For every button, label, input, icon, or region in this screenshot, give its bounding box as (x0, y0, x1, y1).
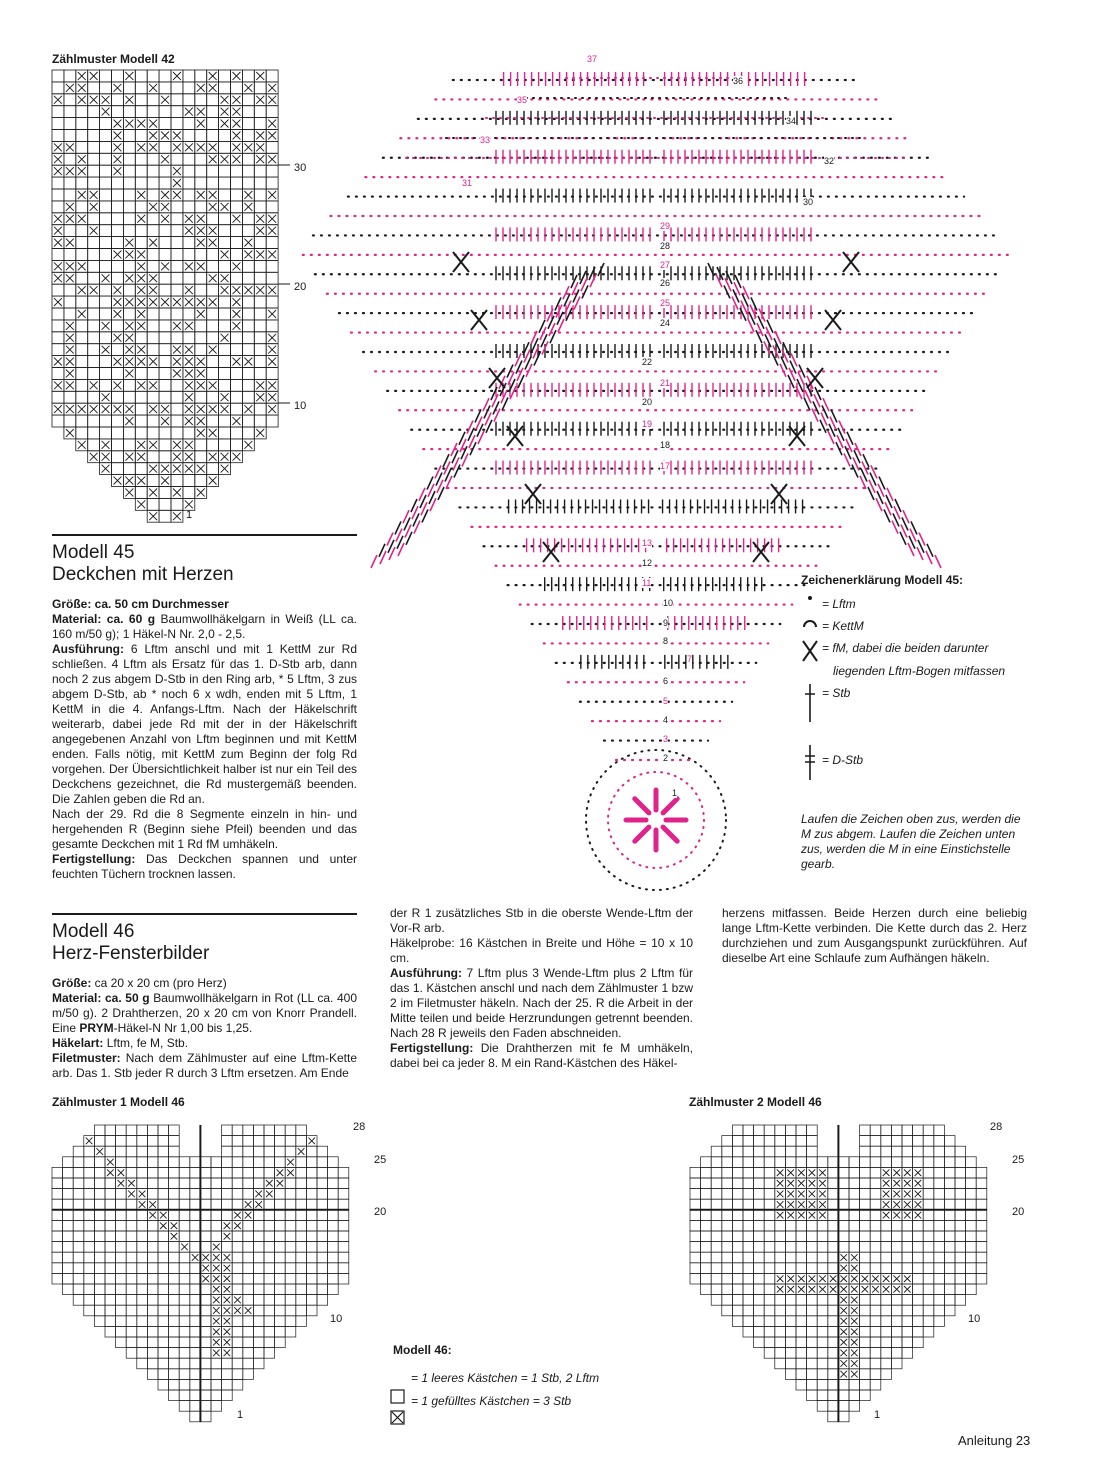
round-number: 19 (642, 419, 653, 429)
heart1-title: Zählmuster 1 Modell 46 (52, 1095, 185, 1109)
round-number: 12 (642, 558, 653, 568)
legend45-note-line: gearb. (801, 857, 836, 871)
heart1-label-10: 10 (330, 1313, 343, 1325)
legend45-item-sc2: liegenden Lftm-Bogen mitfassen (833, 664, 1006, 678)
model45-title: Deckchen mit Herzen (52, 564, 234, 585)
round-number: 4 (663, 715, 669, 725)
round-number: 2 (663, 753, 669, 763)
round-number: 3 (663, 734, 669, 744)
round-number: 17 (660, 461, 671, 471)
model46-material-text2: -Häkel-N Nr 1,00 bis 1,25. (113, 1021, 253, 1035)
round-number: 10 (663, 598, 674, 608)
round-number: 9 (663, 618, 669, 628)
heart2-label-25: 25 (1012, 1154, 1025, 1166)
heart2-label-10: 10 (968, 1313, 981, 1325)
legend46-title: Modell 46: (393, 1343, 452, 1357)
round-number: 6 (663, 676, 669, 686)
model46-art-text: Lftm, fe M, Stb. (103, 1036, 189, 1050)
model46-col2-text1: der R 1 zusätzliches Stb in die oberste Wende-Lftm der Vor-R arb. (390, 906, 693, 935)
model45-execution-label: Ausführung: (52, 642, 124, 656)
heart1-label-25: 25 (374, 1154, 387, 1166)
model45-execution-text: 6 Lftm anschl und mit 1 KettM zur Rd schließen. 4 Lftm als Ersatz für das 1. D-Stb arb, dann noch 2 zus abgem D-Stb in den Ring arb, * 5 Lftm, 3 zus abgem D-Stb, ab * noch 6 x wdh, enden mit 5 Lftm, 1 KettM in die 4. Anfangs-Lftm. Nach der Häkelschrift weiterarb, dabei jede Rd mit der in der Häkelschrift angegebenen Anzahl von Lftm beginnen und mit KettM enden. Falls nötig, mit KettM zum Beginn der folg Rd vorgehen. Der Übersichtlichkeit halber ist nur ein Teil des Deckchens gezeichnet, die Rd mustergemäß beenden. Die Zahlen geben die Rd an. (52, 642, 357, 806)
legend45-note-line: Laufen die Zeichen oben zus, werden die (801, 812, 1021, 826)
chart42-label-1: 1 (186, 509, 193, 521)
legend45-item-dstb: = D-Stb (822, 753, 864, 767)
empty-square-icon (391, 1390, 404, 1403)
heart2-title: Zählmuster 2 Modell 46 (689, 1095, 822, 1109)
round-number: 31 (462, 178, 473, 188)
round-number: 33 (480, 135, 491, 145)
round-number: 11 (642, 578, 652, 588)
model46-col2-exec-label: Ausführung: (390, 966, 462, 980)
model46-col2-text2: Häkelprobe: 16 Kästchen in Breite und Höhe = 10 x 10 cm. (390, 936, 693, 965)
round-number: 26 (660, 278, 671, 288)
legend46-filled: = 1 gefülltes Kästchen = 3 Stb (411, 1394, 572, 1408)
model45-finishing-text: Das Deckchen spannen und unter feuchten Tüchern trocknen lassen. (52, 852, 357, 881)
round-number: 29 (660, 221, 671, 231)
round-number: 5 (663, 696, 669, 706)
heart1-label-20: 20 (374, 1206, 387, 1218)
round-number: 24 (660, 318, 671, 328)
chart42-label-30: 30 (294, 162, 307, 174)
model45-finishing-label: Fertigstellung: (52, 852, 136, 866)
round-number: 7 (687, 654, 693, 664)
heart2-label-1: 1 (874, 1409, 881, 1421)
round-number: 21 (660, 378, 671, 388)
round-number: 35 (517, 95, 528, 105)
chart42-label-20: 20 (294, 281, 307, 293)
round-number: 22 (642, 357, 653, 367)
model46-col2-exec-text: 7 Lftm plus 3 Wende-Lftm plus 2 Lftm für das 1. Kästchen anschl und nach dem Zählmuster 1 bzw 2 im Filetmuster häkeln. Nach der 25. R die Arbeit in der Mitte teilen und beide Herzrundungen getrennt beenden. Nach 28 R jeweils den Faden abschneiden. (390, 966, 693, 1040)
chart42-title: Zählmuster Modell 42 (52, 52, 175, 66)
legend45-note-line: M zus abgem. Laufen die Zeichen unten (801, 827, 1016, 841)
model46-col3: herzens mitfassen. Beide Herzen durch eine beliebig lange Lftm-Kette verbinden. Die Kette durch das 2. Herz durchziehen und zum Ausgangspunkt zurückführen. Auf dieselbe Art eine Schlaufe zum Aufhängen häkeln. (722, 906, 1027, 965)
legend45-item-chain: = Lftm (822, 597, 856, 611)
round-number: 8 (663, 636, 669, 646)
model46-size-text: ca 20 x 20 cm (pro Herz) (91, 976, 227, 990)
round-number: 18 (660, 440, 671, 450)
model46-art-label: Häkelart: (52, 1036, 104, 1050)
model45-size: Größe: ca. 50 cm Durchmesser (52, 597, 229, 611)
model46-filet-text: Nach dem Zählmuster auf eine Lftm-Kette arb. Das 1. Stb jeder R durch 3 Lftm ersetzen. Am Ende (52, 1051, 357, 1080)
round-number: 28 (660, 241, 671, 251)
round-number: 20 (642, 397, 653, 407)
round-number: 37 (587, 54, 598, 64)
model46-col2-fin-text: Die Drahtherzen mit fe M umhäkeln, dabei bei ca jeder 8. M ein Rand-Kästchen des Häkel- (390, 1041, 693, 1070)
legend45-note-line: zus, werden die M in eine Einstichstelle (801, 842, 1011, 856)
model46-material-label: Material: ca. 50 g (52, 991, 150, 1005)
model46-filet-label: Filetmuster: (52, 1051, 121, 1065)
round-number: 36 (733, 76, 744, 86)
legend45-item-sc: = fM, dabei die beiden darunter (822, 641, 989, 655)
model45-number: Modell 45 (52, 542, 135, 563)
round-number: 32 (824, 156, 835, 166)
round-number: 30 (803, 197, 814, 207)
model45-material-text: Baumwollhäkelgarn in Weiß (LL ca. 160 m/50 g); 1 Häkel-N Nr. 2,0 - 2,5. (52, 612, 357, 641)
page-number: Anleitung 23 (958, 1433, 1031, 1448)
heart1-label-28: 28 (353, 1121, 366, 1133)
legend45-title: Zeichenerklärung Modell 45: (801, 573, 964, 587)
round-number: 34 (786, 116, 797, 126)
heart2-label-28: 28 (990, 1121, 1003, 1133)
model46-title: Herz-Fensterbilder (52, 943, 210, 964)
round-number: 25 (660, 298, 671, 308)
round-number: 13 (642, 538, 653, 548)
chart42-label-10: 10 (294, 400, 307, 412)
model45-execution-text2: Nach der 29. Rd die 8 Segmente einzeln in hin- und hergehenden R (Beginn siehe Pfeil) beenden und das gesamte Deckchen mit 1 Rd fM umhäkeln. (52, 807, 357, 851)
heart2-label-20: 20 (1012, 1206, 1025, 1218)
legend45-item-slip: = KettM (822, 619, 864, 633)
model46-material-text: Baumwollhäkelgarn in Rot (LL ca. 400 m/50 g). 2 Drahtherzen, 20 x 20 cm von Knorr Prandell. Eine (52, 991, 358, 1035)
heart1-label-1: 1 (237, 1409, 244, 1421)
model46-col2-fin-label: Fertigstellung: (390, 1041, 474, 1055)
legend45-item-stb: = Stb (822, 686, 851, 700)
model46-brand: PRYM (79, 1021, 114, 1035)
round-number: 1 (672, 788, 678, 798)
model46-number: Modell 46 (52, 921, 135, 942)
round-number: 27 (660, 260, 671, 270)
model46-size-label: Größe: (52, 976, 92, 990)
model45-material-label: Material: ca. 60 g (52, 612, 156, 626)
filled-square-cross (392, 1412, 403, 1423)
legend46-empty: = 1 leeres Kästchen = 1 Stb, 2 Lftm (411, 1371, 600, 1385)
